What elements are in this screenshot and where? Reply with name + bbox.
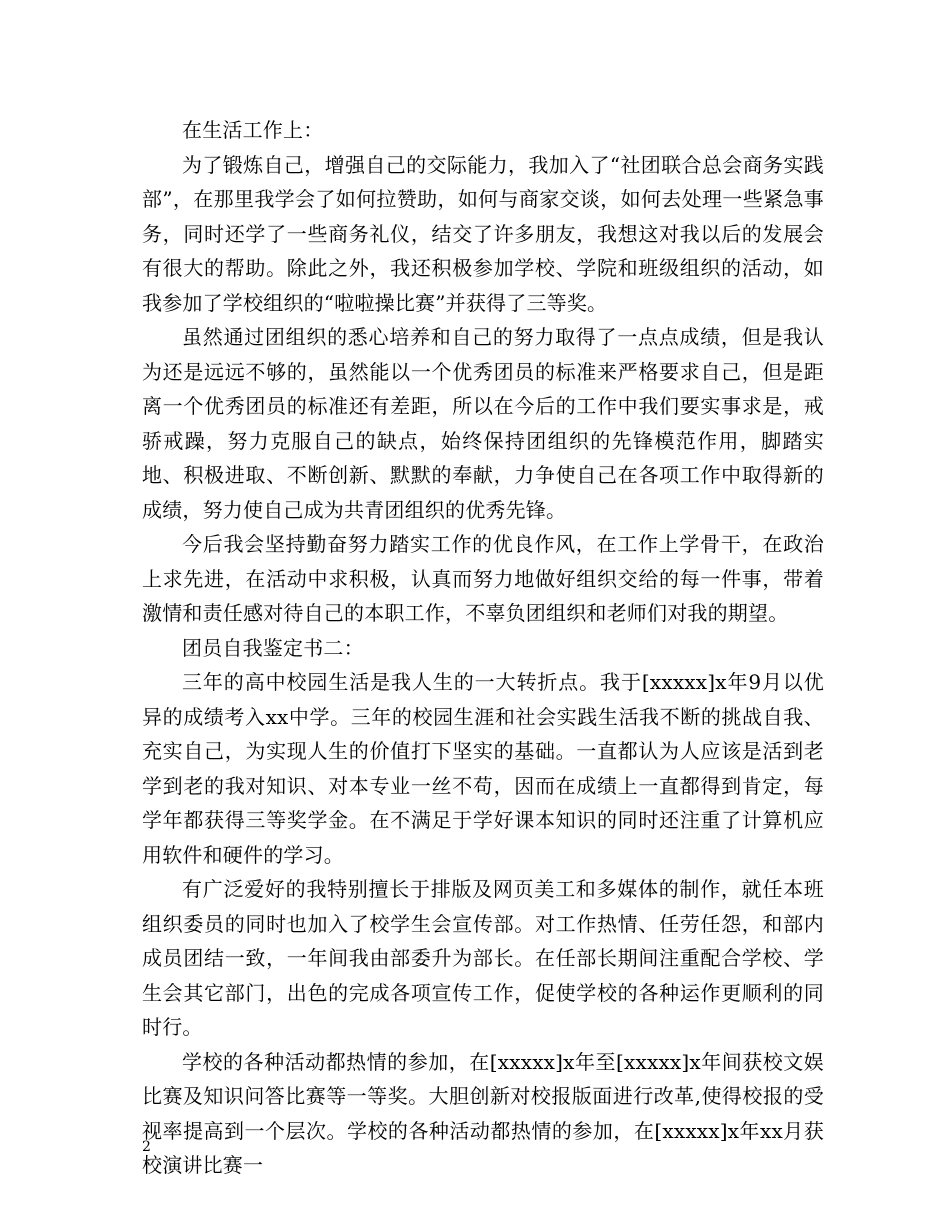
paragraph-life-work-heading: 在生活工作上：	[182, 118, 324, 142]
paragraph-future-commitment: 今后我会坚持勤奋努力踏实工作的优良作风，在工作上学骨干，在政治上求先进，在活动中求积极，认真而努力地做好组织交给的每一件事，带着激情和责任感对待自己的本职工作，不辜负团组织和老师们对我的期望。	[142, 532, 824, 625]
paragraph-self-improvement: 虽然通过团组织的悉心培养和自己的努力取得了一点点成绩，但是我认为还是远远不够的，虽然能以一个优秀团员的标准来严格要求自己，但是距离一个优秀团员的标准还有差距，所以在今后的工作中我们要实事求是，戒骄戒躁，努力克服自己的缺点，始终保持团组织的先锋模范作用，脚踏实地、积极进取、不断创新、默默的奉献，力争使自己在各项工作中取得新的成绩，努力使自己成为共青团组织的优秀先锋。	[142, 325, 824, 522]
paragraph-publicity-department: 有广泛爱好的我特别擅长于排版及网页美工和多媒体的制作，就任本班组织委员的同时也加入了校学生会宣传部。对工作热情、任劳任怨，和部内成员团结一致，一年间我由部委升为部长。在任部长期间注重配合学校、学生会其它部门，出色的完成各项宣传工作，促使学校的各种运作更顺利的同时行。	[142, 877, 824, 1039]
paragraph-section-two-heading: 团员自我鉴定书二：	[182, 635, 364, 660]
page-number: 2	[142, 1139, 151, 1155]
paragraph-business-practice: 为了锻炼自己，增强自己的交际能力，我加入了“社团联合总会商务实践部”，在那里我学会了如何拉赞助，如何与商家交谈，如何去处理一些紧急事务，同时还学了一些商务礼仪，结交了许多朋友，我想这对我以后的发展会有很大的帮助。除此之外，我还积极参加学校、学院和班级组织的活动，如我参加了学校组织的“啦啦操比赛”并获得了三等奖。	[142, 152, 824, 315]
document-body	[142, 113, 824, 1183]
paragraph-high-school-life: 三年的高中校园生活是我人生的一大转折点。我于[xxxxx]x年9月以优异的成绩考入xx中学。三年的校园生涯和社会实践生活我不断的挑战自我、充实自己，为实现人生的价值打下坚实的基础。一直都认为人应该是活到老学到老的我对知识、对本专业一丝不苟，因而在成绩上一直都得到肯定，每学年都获得三等奖学金。在不满足于学好课本知识的同时还注重了计算机应用软件和硬件的学习。	[142, 670, 824, 867]
paragraph-school-activities: 学校的各种活动都热情的参加，在[xxxxx]x年至[xxxxx]x年间获校文娱比赛及知识问答比赛等一等奖。大胆创新对校报版面进行改革,使得校报的受视率提高到一个层次。学校的各种活动都热情的参加，在[xxxxx]x年xx月获校演讲比赛一	[142, 1049, 824, 1177]
